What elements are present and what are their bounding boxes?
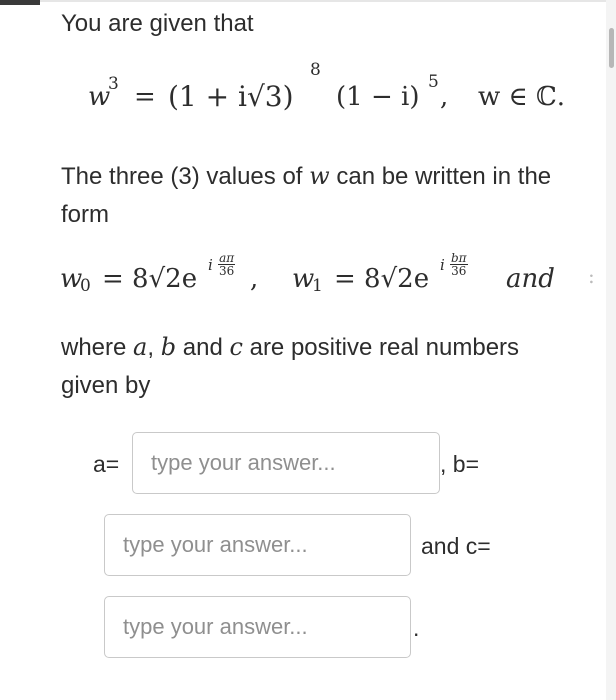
w1-exponent-fraction: $\frac{b\pi}{36}$: [451, 251, 467, 278]
top-bar: [0, 0, 616, 2]
form-text: The three (3) values of w can be written in the form: [61, 162, 552, 228]
trailing-cut-off: :: [588, 264, 595, 288]
w0-subscript: 0: [80, 276, 91, 296]
w1-rhs: = 8√2e: [334, 264, 430, 294]
w1-var: w: [292, 264, 315, 294]
where-text: where a, b and c are positive real numbers given by: [61, 333, 520, 399]
var-a: a: [133, 333, 148, 361]
equals-sign: =: [134, 82, 156, 112]
forms-separator: ,: [250, 264, 259, 294]
w0-exponent-fraction: $\frac{a\pi}{36}$: [219, 251, 235, 278]
paren-term-2-exponent: 5: [428, 72, 439, 92]
w0-exp-i: i: [208, 256, 213, 274]
w1-subscript: 1: [312, 276, 323, 296]
lhs-exponent: 3: [108, 74, 119, 94]
var-c: c: [229, 333, 243, 361]
answer-input-c[interactable]: [104, 596, 411, 658]
final-period: .: [413, 615, 420, 641]
paren-term-2: (1 − i): [336, 82, 420, 112]
lhs-var: w: [88, 82, 111, 112]
equation-comma: ,: [440, 82, 449, 112]
paren-term-1: (1 + i√3): [168, 80, 294, 113]
intro-text: You are given that: [61, 10, 254, 37]
scrollbar-thumb[interactable]: [609, 28, 614, 68]
paren-term-1-exponent: 8: [310, 60, 321, 80]
scrollbar-track[interactable]: [606, 0, 616, 700]
answer-input-a[interactable]: [132, 432, 440, 494]
w0-var: w: [60, 264, 83, 294]
var-b: b: [160, 333, 177, 361]
tab-indicator: [0, 0, 40, 5]
w0-rhs: = 8√2e: [102, 264, 198, 294]
and-text: and: [506, 264, 555, 294]
domain-statement: w ∈ ℂ.: [478, 82, 565, 112]
var-w: w: [309, 162, 330, 190]
answer-input-b[interactable]: [104, 514, 411, 576]
forms-equation: [60, 250, 616, 310]
label-a: a=: [93, 451, 120, 477]
label-b: , b=: [440, 451, 480, 477]
label-c: and c=: [421, 533, 491, 559]
w1-exp-i: i: [440, 256, 445, 274]
